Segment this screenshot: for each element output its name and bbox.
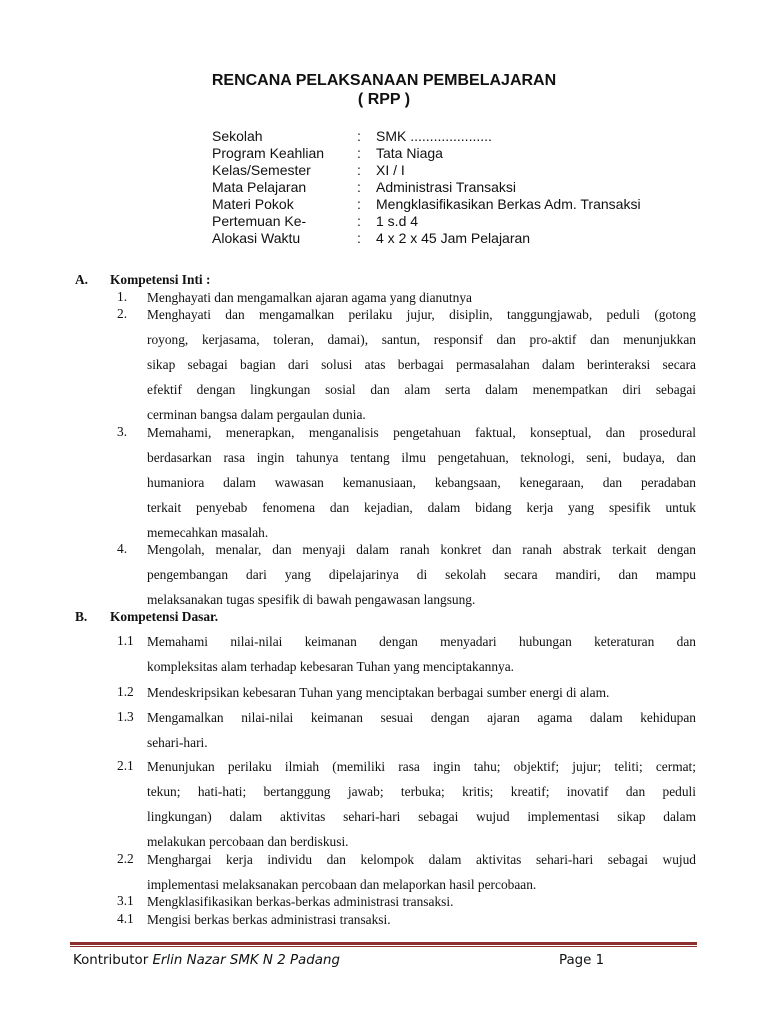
footer-divider-thin [70, 946, 697, 947]
item-number: 2.1 [117, 758, 134, 773]
info-label: Kelas/Semester [212, 162, 311, 178]
item-number: 1. [117, 289, 128, 304]
item-line: sehari-hari. [147, 735, 208, 750]
item-number: 2. [117, 306, 128, 321]
item-line: cerminan bangsa dalam pergaulan dunia. [147, 407, 366, 422]
list-item [147, 911, 696, 928]
info-colon: : [357, 145, 361, 161]
info-label: Materi Pokok [212, 196, 294, 212]
item-line: Menghayati dan mengamalkan ajaran agama yang dianutnya [147, 290, 472, 305]
item-number: 1.1 [117, 633, 134, 648]
info-value: Mengklasifikasikan Berkas Adm. Transaksi [376, 196, 641, 212]
title-line-2: ( RPP ) [357, 91, 411, 108]
list-item [147, 306, 696, 423]
item-line: humaniora dalam wawasan kemanusiaan, kebangsaan, kenegaraan, dan peradaban [147, 475, 696, 490]
info-value: 1 s.d 4 [376, 213, 419, 229]
item-line: lingkungan) dalam aktivitas sehari-hari sebagai wujud implementasi sikap dalam [147, 809, 696, 824]
info-colon: : [357, 230, 361, 246]
info-label: Alokasi Waktu [212, 230, 301, 246]
item-line: Mengolah, menalar, dan menyaji dalam ranah konkret dan ranah abstrak terkait dengan [147, 542, 696, 557]
item-number: 4.1 [117, 911, 134, 926]
info-colon: : [357, 213, 361, 229]
section-a-letter: A. [75, 272, 89, 287]
list-item [147, 289, 696, 306]
list-item [147, 709, 696, 751]
info-label: Pertemuan Ke- [212, 213, 307, 229]
item-number: 2.2 [117, 851, 134, 866]
item-line: efektif dengan lingkungan sosial dan alam serta dalam menempatkan diri sebagai [147, 382, 696, 397]
item-line: Memahami, menerapkan, menganalisis pengetahuan faktual, konseptual, dan prosedural [147, 425, 696, 440]
item-line: tekun; hati-hati; bertanggung jawab; terbuka; kritis; kreatif; inovatif dan peduli [147, 784, 696, 799]
info-value: Tata Niaga [376, 145, 443, 161]
item-line: kompleksitas alam terhadap kebesaran Tuhan yang menciptakannya. [147, 659, 515, 674]
item-line: Mendeskripsikan kebesaran Tuhan yang menciptakan berbagai sumber energi di alam. [147, 685, 610, 700]
item-line: Mengklasifikasikan berkas-berkas administrasi transaksi. [147, 894, 454, 909]
section-a-title: Kompetensi Inti : [110, 272, 211, 287]
list-item [147, 758, 696, 850]
list-item [147, 541, 696, 608]
footer-author: Erlin Nazar SMK N 2 Padang [152, 953, 340, 968]
footer-divider-thick [70, 942, 697, 945]
list-item [147, 424, 696, 541]
item-line: Mengamalkan nilai-nilai keimanan sesuai dengan ajaran agama dalam kehidupan [147, 710, 696, 725]
item-number: 1.3 [117, 709, 134, 724]
section-b-title: Kompetensi Dasar. [110, 609, 219, 624]
item-line: Menghargai kerja individu dan kelompok dalam aktivitas sehari-hari sebagai wujud [147, 852, 696, 867]
item-line: terkait penyebab fenomena dan kejadian, dalam bidang kerja yang spesifik untuk [147, 500, 696, 515]
item-line: berdasarkan rasa ingin tahunya tentang ilmu pengetahuan, teknologi, seni, budaya, dan [147, 450, 696, 465]
item-number: 1.2 [117, 684, 134, 699]
info-label: Program Keahlian [212, 145, 325, 161]
list-item [147, 684, 696, 701]
item-number: 3.1 [117, 893, 134, 908]
section-b-letter: B. [75, 609, 88, 624]
item-line: Menunjukan perilaku ilmiah (memiliki rasa ingin tahu; objektif; jujur; teliti; cermat; [147, 759, 696, 774]
item-line: royong, kerjasama, toleran, damai), santun, responsif dan pro-aktif dan menunjukkan [147, 332, 696, 347]
item-line: pengembangan dari yang dipelajarinya di sekolah secara mandiri, dan mampu [147, 567, 696, 582]
list-item [147, 893, 696, 910]
footer-page-number: Page 1 [559, 953, 605, 968]
item-line: implementasi melaksanakan percobaan dan melaporkan hasil percobaan. [147, 877, 537, 892]
item-line: Memahami nilai-nilai keimanan dengan menyadari hubungan keteraturan dan [147, 634, 696, 649]
item-line: memecahkan masalah. [147, 525, 269, 540]
list-item [147, 851, 696, 893]
title-line-1: RENCANA PELAKSANAAN PEMBELAJARAN [211, 72, 557, 89]
info-label: Mata Pelajaran [212, 179, 307, 195]
info-colon: : [357, 196, 361, 212]
info-colon: : [357, 179, 361, 195]
info-colon: : [357, 162, 361, 178]
list-item [147, 633, 696, 675]
info-colon: : [357, 128, 361, 144]
item-line: Mengisi berkas berkas administrasi transaksi. [147, 912, 391, 927]
info-value: Administrasi Transaksi [376, 179, 517, 195]
footer-prefix: Kontributor [73, 953, 153, 968]
item-line: melakukan percobaan dan berdiskusi. [147, 834, 349, 849]
item-line: melaksanakan tugas spesifik di bawah pengawasan langsung. [147, 592, 476, 607]
info-label: Sekolah [212, 128, 263, 144]
item-number: 4. [117, 541, 128, 556]
item-line: sikap sebagai bagian dari solusi atas berbagai permasalahan dalam berinteraksi secara [147, 357, 696, 372]
item-line: Menghayati dan mengamalkan perilaku jujur, disiplin, tanggungjawab, peduli (gotong [147, 307, 696, 322]
footer-contributor [73, 953, 340, 968]
info-value: SMK ..................... [376, 128, 492, 144]
info-value: XI / I [376, 162, 405, 178]
info-value: 4 x 2 x 45 Jam Pelajaran [376, 230, 531, 246]
item-number: 3. [117, 424, 128, 439]
